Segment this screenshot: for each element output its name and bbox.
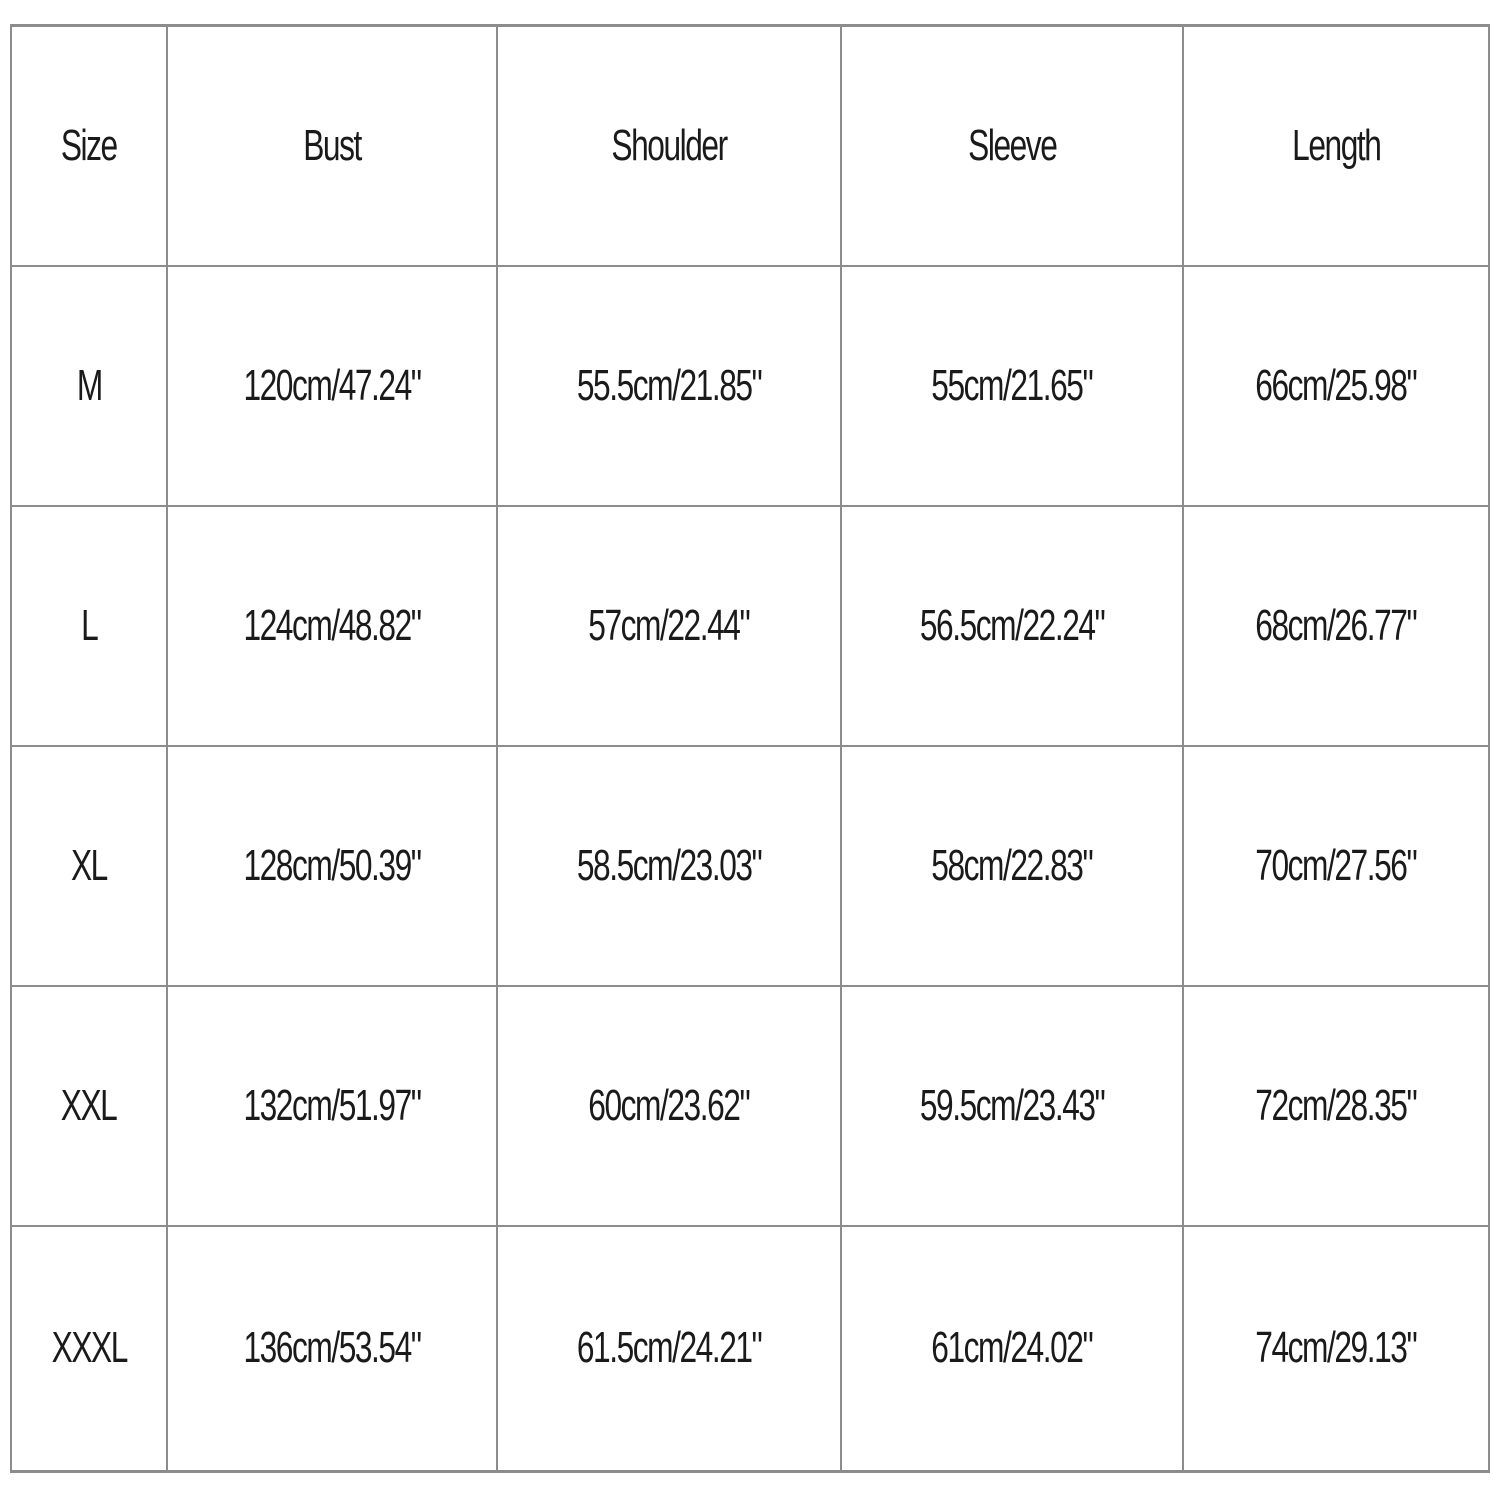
header-cell-shoulder: Shoulder: [497, 26, 841, 266]
table-cell-bust: 136cm/53.54": [167, 1226, 497, 1472]
table-cell-shoulder: 55.5cm/21.85": [497, 266, 841, 506]
table-cell-shoulder: 58.5cm/23.03": [497, 746, 841, 986]
table-row: [11, 506, 1489, 746]
header-cell-sleeve: Sleeve: [841, 26, 1183, 266]
table-cell-sleeve: 55cm/21.65": [841, 266, 1183, 506]
table-cell-sleeve: 61cm/24.02": [841, 1226, 1183, 1472]
table-cell-length: 68cm/26.77": [1183, 506, 1489, 746]
table-cell-sleeve: 59.5cm/23.43": [841, 986, 1183, 1226]
table-row: [11, 986, 1489, 1226]
table-cell-bust: 124cm/48.82": [167, 506, 497, 746]
table-row: [11, 1226, 1489, 1472]
table-cell-shoulder: 60cm/23.62": [497, 986, 841, 1226]
table-header-row: [11, 26, 1489, 266]
table-cell-size: XXL: [11, 986, 167, 1226]
table-cell-sleeve: 58cm/22.83": [841, 746, 1183, 986]
table-cell-size: XL: [11, 746, 167, 986]
table-cell-bust: 120cm/47.24": [167, 266, 497, 506]
table-cell-length: 66cm/25.98": [1183, 266, 1489, 506]
table-cell-length: 70cm/27.56": [1183, 746, 1489, 986]
table-cell-length: 72cm/28.35": [1183, 986, 1489, 1226]
table-cell-size: L: [11, 506, 167, 746]
table-cell-shoulder: 61.5cm/24.21": [497, 1226, 841, 1472]
table-cell-size: XXXL: [11, 1226, 167, 1472]
table-cell-length: 74cm/29.13": [1183, 1226, 1489, 1472]
header-cell-size: Size: [11, 26, 167, 266]
size-chart-table: [10, 24, 1490, 1473]
table-cell-bust: 132cm/51.97": [167, 986, 497, 1226]
table-row: [11, 266, 1489, 506]
header-cell-length: Length: [1183, 26, 1489, 266]
table-cell-shoulder: 57cm/22.44": [497, 506, 841, 746]
table-cell-sleeve: 56.5cm/22.24": [841, 506, 1183, 746]
table-row: [11, 746, 1489, 986]
header-cell-bust: Bust: [167, 26, 497, 266]
table-cell-bust: 128cm/50.39": [167, 746, 497, 986]
table-cell-size: M: [11, 266, 167, 506]
